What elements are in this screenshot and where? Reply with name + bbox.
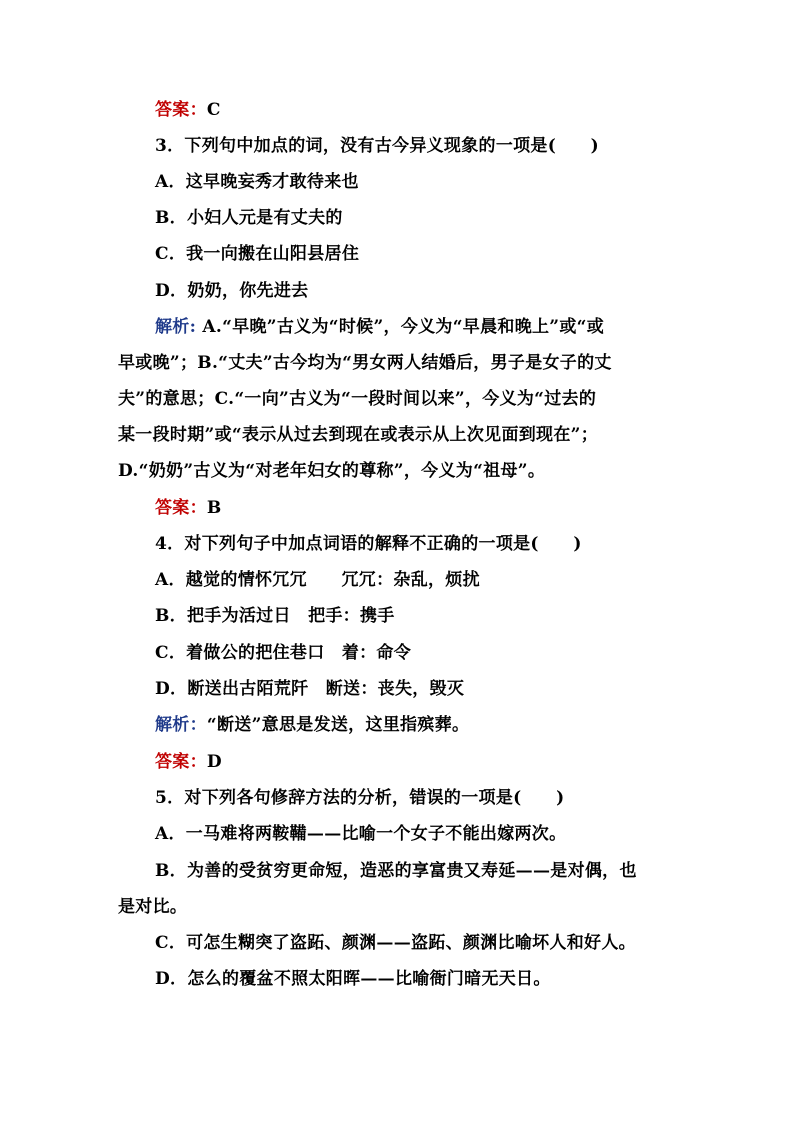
question-5-option-b-line-1: B．为善的受贫穷更命短，造恶的享富贵又寿延——是对偶，也 xyxy=(155,861,637,881)
question-5-stem: 5．对下列各句修辞方法的分析，错误的一项是( ) xyxy=(155,788,565,808)
analysis-label: 解析： xyxy=(155,715,207,735)
answer-label: 答案： xyxy=(155,752,207,772)
answer-line-q3 xyxy=(155,498,222,518)
question-4-option-a: A．越觉的情怀冗冗 冗冗：杂乱，烦扰 xyxy=(155,570,480,590)
question-5-option-d: D．怎么的覆盆不照太阳晖——比喻衙门暗无天日。 xyxy=(155,969,551,989)
answer-line-q2 xyxy=(155,100,221,120)
question-3-option-b: B．小妇人元是有丈夫的 xyxy=(155,208,343,228)
question-4-analysis: 解析：“断送”意思是发送，这里指殡葬。 xyxy=(155,715,470,735)
answer-value: B xyxy=(206,498,222,518)
analysis-label: 解析: xyxy=(155,317,197,337)
question-4-option-d: D．断送出古陌荒阡 断送：丧失，毁灭 xyxy=(155,679,465,699)
answer-label: 答案： xyxy=(155,498,207,518)
question-5-option-b-line-2: 是对比。 xyxy=(118,897,188,917)
question-3-analysis-line-1: 解析: A.“早晚”古义为“时候”，今义为“早晨和晚上”或“或 xyxy=(155,317,605,337)
question-3-option-a: A．这早晚妄秀才敢待来也 xyxy=(155,172,359,192)
question-3-option-d: D．奶奶，你先进去 xyxy=(155,281,309,301)
question-4-option-b: B．把手为活过日 把手：携手 xyxy=(155,606,395,626)
question-5-option-c: C．可怎生糊突了盗跖、颜渊——盗跖、颜渊比喻坏人和好人。 xyxy=(155,933,636,953)
question-3-option-c: C．我一向搬在山阳县居住 xyxy=(155,244,360,264)
question-3-stem: 3．下列句中加点的词，没有古今异义现象的一项是( ) xyxy=(155,136,600,156)
question-3-analysis-line-3: 夫”的意思；C.“一向”古义为“一段时间以来”，今义为“过去的 xyxy=(118,389,597,409)
question-3-analysis-line-2: 早或晚”；B.“丈夫”古今均为“男女两人结婚后，男子是女子的丈 xyxy=(118,353,612,373)
answer-value: C xyxy=(206,100,221,120)
answer-line-q4 xyxy=(155,752,222,772)
answer-label: 答案： xyxy=(155,100,207,120)
question-3-analysis-line-5: D.“奶奶”古义为“对老年妇女的尊称”，今义为“祖母”。 xyxy=(118,461,546,481)
question-3-analysis-line-4: 某一段时期”或“表示从过去到现在或表示从上次见面到现在”； xyxy=(118,425,599,445)
question-5-option-a: A．一马难将两鞍鞴——比喻一个女子不能出嫁两次。 xyxy=(155,824,567,844)
question-4-stem: 4．对下列句子中加点词语的解释不正确的一项是( ) xyxy=(155,534,582,554)
question-4-option-c: C．着做公的把住巷口 着：命令 xyxy=(155,643,412,663)
answer-value: D xyxy=(206,752,222,772)
